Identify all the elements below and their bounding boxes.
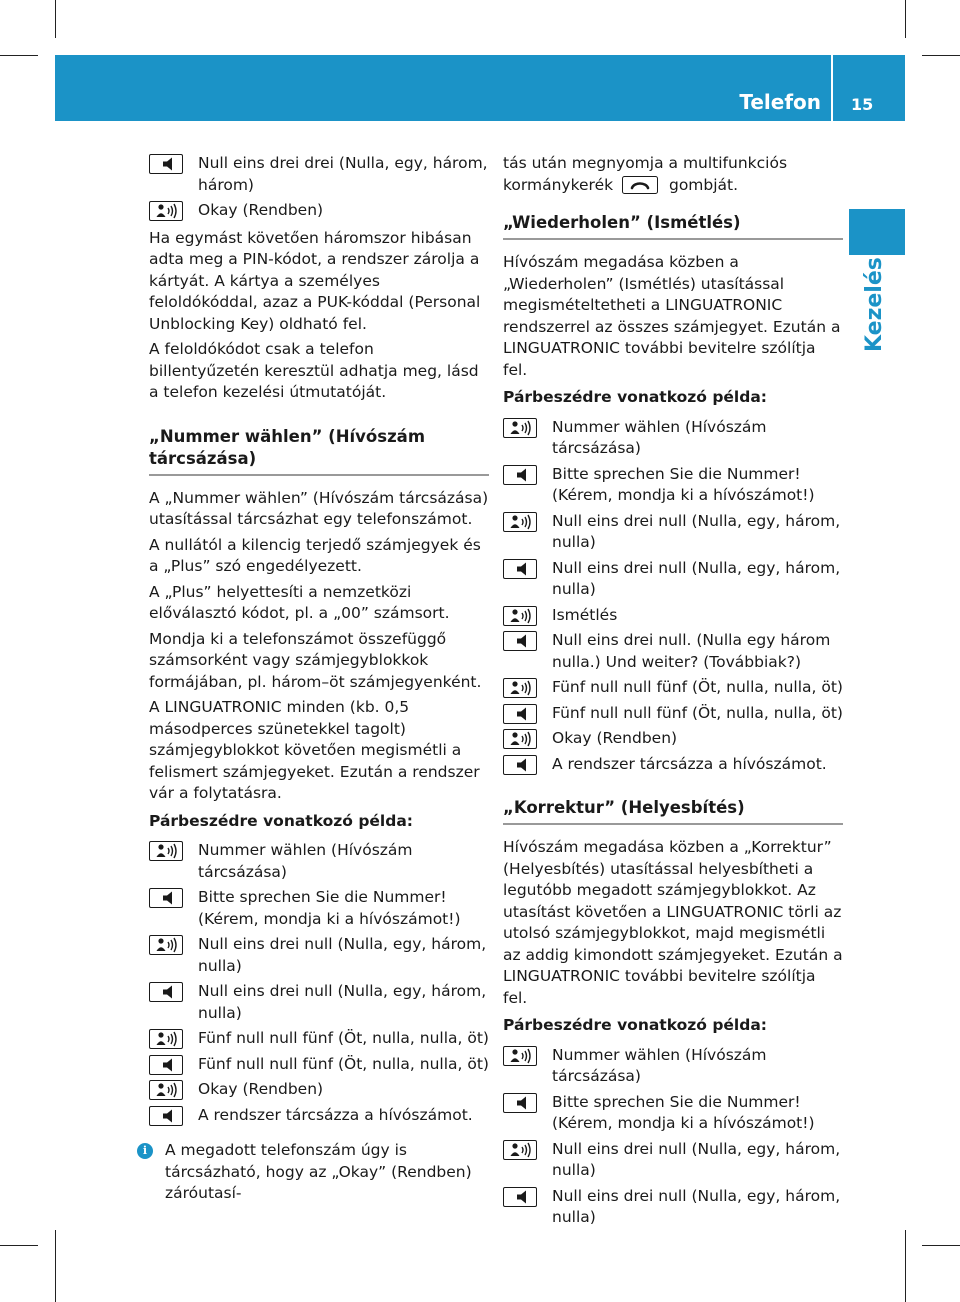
dialog-line-system [503,703,843,725]
dialog-list [503,1045,843,1229]
dialog-text: Null eins drei drei (Nulla, egy, három, három) [198,154,488,194]
right-column [503,153,843,1233]
voice-user-icon [503,606,537,626]
paragraph: A „Nummer wählen” (Hívószám tárcsázása) utasítással tárcsázhat egy telefonszámot. [149,488,489,528]
dialog-text: Okay (Rendben) [552,729,678,747]
paragraph: A feloldókódot csak a telefon billentyűzetén keresztül adhatja meg, lásd a telefon kezelési útmutatóját. [149,340,479,401]
paragraph: Ha egymást követően háromszor hibásan adta meg a PIN-kódot, a rendszer zárolja a kártyát. A kártya a személyes feloldókóddal, azaz a PUK-kóddal (Personal Unblocking Key) oldható fel. [149,228,481,333]
dialog-line-user [503,511,843,554]
dialog-text: Fünf null null fünf (Öt, nulla, nulla, öt) [198,1054,489,1073]
dialog-text: Fünf null null fünf (Öt, nulla, nulla, öt) [198,1029,489,1047]
crop-mark [0,55,38,56]
phone-button-icon [622,176,658,194]
voice-user-icon [503,678,537,698]
left-column [142,153,489,1205]
dialog-text: Bitte sprechen Sie die Nummer! (Kérem, mondja ki a hívószámot!) [552,464,815,504]
dialog-text: Nummer wählen (Hívószám tárcsázása) [552,1045,767,1085]
dialog-line-system [503,1186,843,1229]
speaker-icon [503,1187,537,1207]
example-heading: Párbeszédre vonatkozó példa: [503,388,767,406]
speaker-icon [503,465,537,485]
dialog-line-system [503,558,843,601]
dialog-text: Null eins drei null (Nulla, egy, három, nulla) [552,511,841,551]
dialog-line-system [149,1054,489,1076]
speaker-icon [149,1055,183,1075]
voice-user-icon [149,1029,183,1049]
dialog-text: Null eins drei null (Nulla, egy, három, nulla) [552,1139,841,1179]
voice-user-icon [149,841,183,861]
voice-user-icon [149,1080,183,1100]
dialog-line-user [149,1028,489,1050]
speaker-icon [503,755,537,775]
crop-mark [922,1245,960,1246]
section-heading: „Korrektur” (Helyesbítés) [503,797,843,825]
dialog-list [149,840,489,1126]
dialog-text: Bitte sprechen Sie die Nummer! (Kérem, mondja ki a hívószámot!) [552,1092,815,1132]
dialog-text: Okay (Rendben) [198,201,324,219]
crop-mark [55,0,56,38]
section-heading: „Nummer wählen” (Hívószám tárcsázása) [149,426,489,476]
info-note [137,1140,489,1205]
chapter-title: Telefon [739,90,821,114]
example-heading: Párbeszédre vonatkozó példa: [149,811,413,830]
dialog-line-system [149,981,489,1024]
speaker-icon [503,704,537,724]
speaker-icon [503,1093,537,1113]
continuation-text: tás után megnyomja a multifunkciós kormánykerék [503,154,788,194]
dialog-line-user [503,677,843,699]
note-text: A megadott telefonszám úgy is tárcsázható, hogy az „Okay” (Rendben) záróutasí- [165,1141,472,1202]
speaker-icon [149,1106,183,1126]
paragraph: Mondja ki a telefonszámot összefüggő számsorként vagy számjegyblokkok formájában, pl. három–öt számjegyenként. [149,629,482,691]
dialog-text: Okay (Rendben) [198,1080,324,1098]
voice-user-icon [503,418,537,438]
dialog-text: Fünf null null fünf (Öt, nulla, nulla, öt) [552,678,843,696]
dialog-line-user [503,728,843,750]
paragraph: Hívószám megadása közben a „Wiederholen” (Ismétlés) utasítással megismételtetheti a LINGUATRONIC rendszerrel az összes számjegyet. Ezután a LINGUATRONIC további bevitelre szólítja fel. [503,253,841,379]
dialog-text: Nummer wählen (Hívószám tárcsázása) [198,841,413,881]
dialog-list [149,153,489,222]
voice-user-icon [503,729,537,749]
dialog-line-system [149,153,489,196]
crop-mark [905,1230,906,1302]
page-number: 15 [851,95,874,114]
dialog-text: Null eins drei null (Nulla, egy, három, nulla) [198,935,487,975]
dialog-line-system [149,887,489,930]
section-heading: „Wiederholen” (Ismétlés) [503,212,843,240]
dialog-line-user [503,1139,843,1182]
dialog-text: Null eins drei null (Nulla, egy, három, nulla) [552,1186,841,1226]
continuation-text: gombját. [668,175,739,194]
page-header [55,55,905,121]
paragraph: A „Plus” helyettesíti a nemzetközi előválasztó kódot, pl. a „00” számsort. [149,582,450,622]
speaker-icon [149,888,183,908]
dialog-text: Nummer wählen (Hívószám tárcsázása) [552,417,767,457]
speaker-icon [503,631,537,651]
voice-user-icon [149,935,183,955]
dialog-line-system [149,1105,489,1127]
dialog-line-system [503,1092,843,1135]
speaker-icon [149,982,183,1002]
paragraph: A LINGUATRONIC minden (kb. 0,5 másodperces szünetekkel tagolt) számjegyblokkot követően megismétli a felismert számjegyeket. Ezután a rendszer vár a folytatásra. [149,698,480,802]
dialog-list [503,417,843,776]
speaker-icon [503,559,537,579]
dialog-line-user [503,1045,843,1088]
dialog-text: A rendszer tárcsázza a hívószámot. [198,1105,473,1124]
dialog-text: Bitte sprechen Sie die Nummer! (Kérem, mondja ki a hívószámot!) [198,888,461,928]
dialog-text: Fünf null null fünf (Öt, nulla, nulla, öt) [552,703,843,722]
header-divider [831,55,833,121]
voice-user-icon [503,512,537,532]
side-tab-label: Kezelés [862,257,887,352]
continuation-paragraph [503,153,843,196]
dialog-line-system [503,630,843,673]
crop-mark [0,1245,38,1246]
voice-user-icon [503,1140,537,1160]
crop-mark [905,0,906,38]
dialog-line-system [503,754,843,776]
voice-user-icon [503,1046,537,1066]
crop-mark [922,55,960,56]
dialog-line-user [149,1079,489,1101]
example-heading: Párbeszédre vonatkozó példa: [503,1016,767,1034]
dialog-text: Null eins drei null (Nulla, egy, három, nulla) [198,982,487,1022]
crop-mark [55,1230,56,1302]
dialog-line-user [503,605,843,627]
info-icon: i [137,1143,153,1159]
speaker-icon [149,154,183,174]
dialog-line-user [503,417,843,460]
voice-user-icon [149,201,183,221]
dialog-text: Null eins drei null (Nulla, egy, három, nulla) [552,558,841,598]
dialog-text: Ismétlés [552,605,618,624]
paragraph: A nullától a kilencig terjedő számjegyek és a „Plus” szó engedélyezett. [149,535,481,575]
dialog-text: Null eins drei null. (Nulla egy három nulla.) Und weiter? (Továbbiak?) [552,631,831,671]
dialog-line-user [149,200,489,222]
dialog-text: A rendszer tárcsázza a hívószámot. [552,754,827,773]
dialog-line-system [503,464,843,507]
dialog-line-user [149,840,489,883]
paragraph: Hívószám megadása közben a „Korrektur” (Helyesbítés) utasítással helyesbítheti a legutóbb megadott számjegyblokkot. Az utasítást követően a LINGUATRONIC törli az utolsó számjegyblokkot, majd megismétli az addig kimondott számjegyeket. Ezután a LINGUATRONIC további bevitelre szólítja fel. [503,838,843,1007]
dialog-line-user [149,934,489,977]
